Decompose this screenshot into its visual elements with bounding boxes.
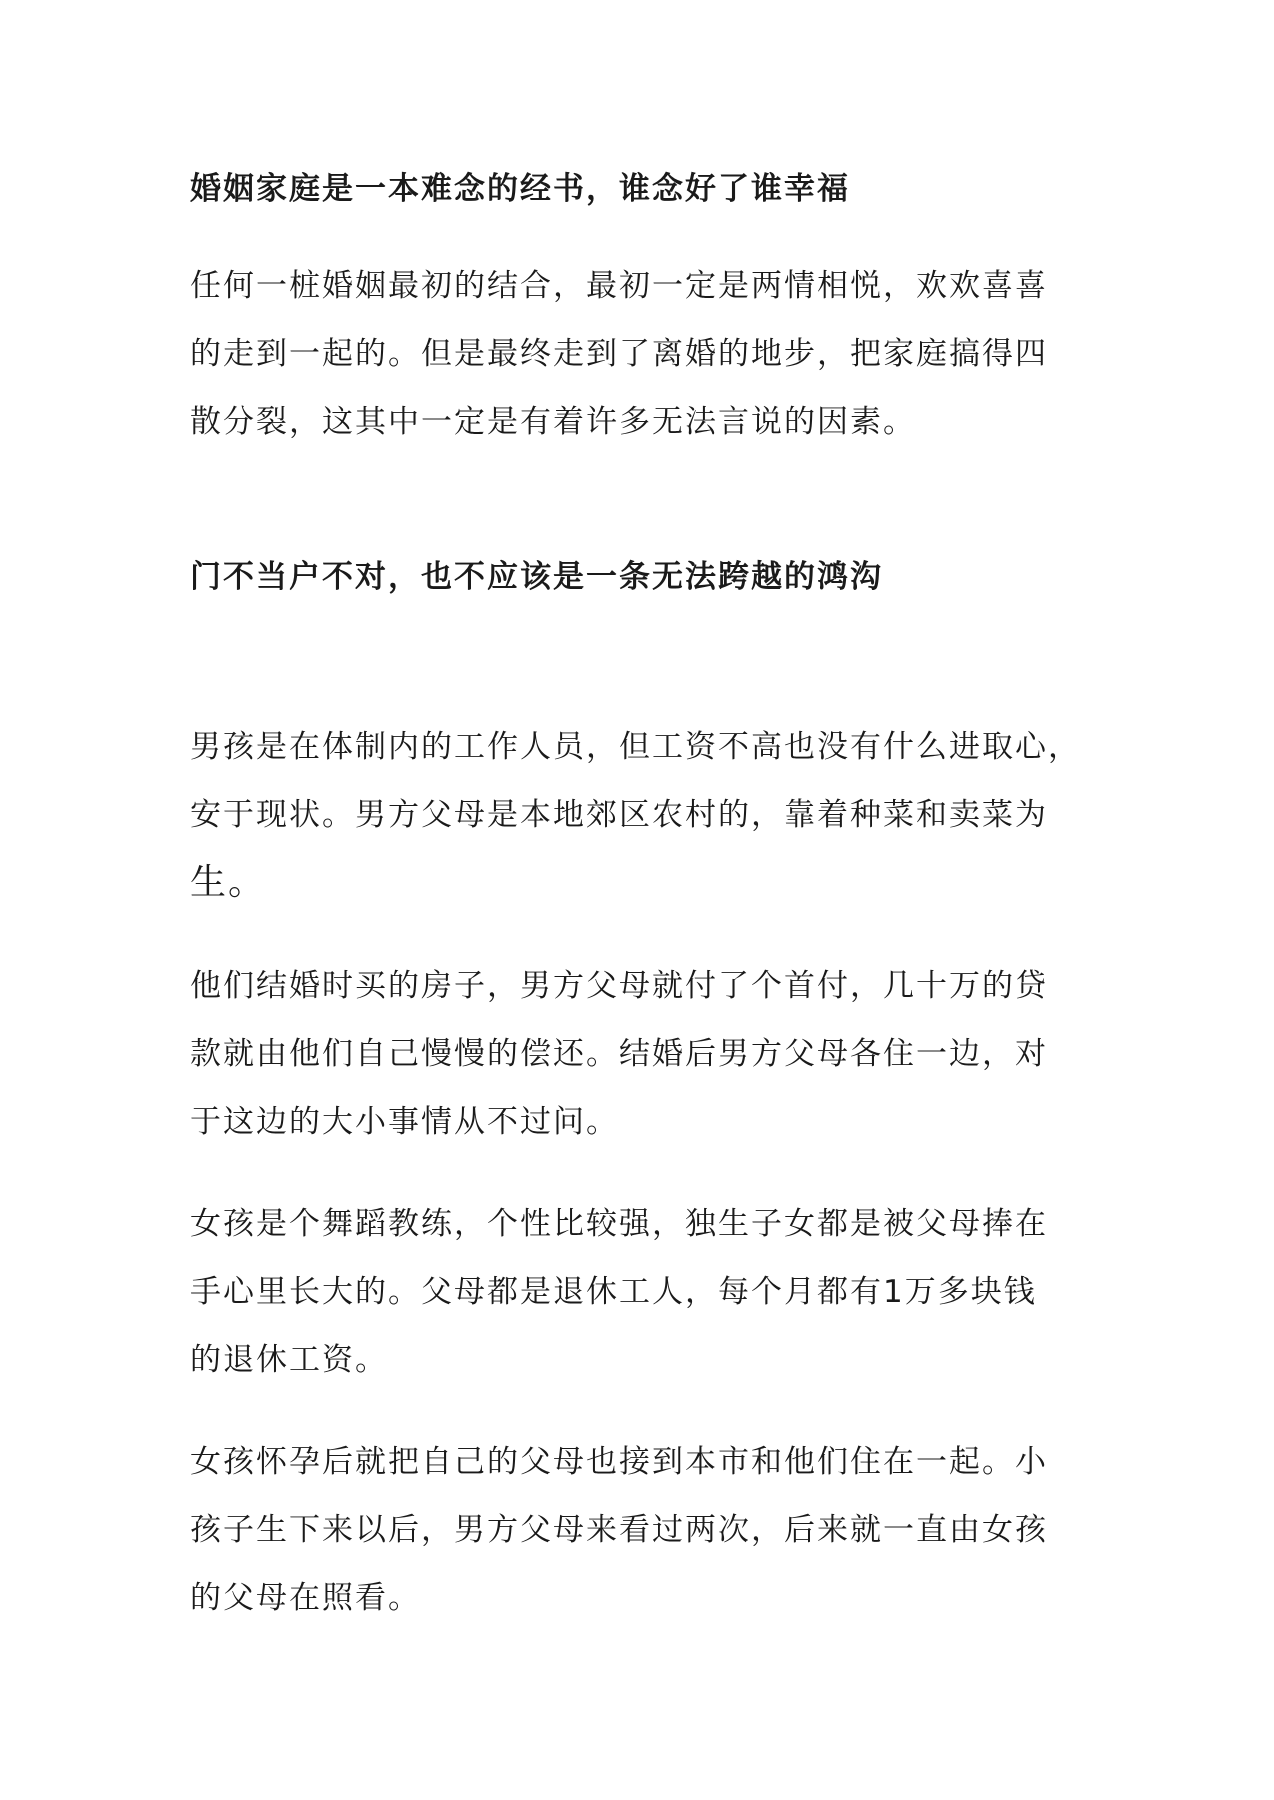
paragraph-line: 安于现状。男方父母是本地郊区农村的，靠着种菜和卖菜为 xyxy=(190,797,1048,833)
paragraph-line: 的父母在照看。 xyxy=(190,1580,421,1616)
paragraph-line: 手心里长大的。父母都是退休工人，每个月都有1万多块钱 xyxy=(190,1274,1037,1310)
paragraph-2 xyxy=(190,713,1095,917)
section-heading-2: 门不当户不对，也不应该是一条无法跨越的鸿沟 xyxy=(190,559,883,595)
paragraph-line: 女孩是个舞蹈教练，个性比较强，独生子女都是被父母捧在 xyxy=(190,1206,1048,1242)
paragraph-line: 女孩怀孕后就把自己的父母也接到本市和他们住在一起。小 xyxy=(190,1444,1048,1480)
paragraph-1 xyxy=(190,252,1095,456)
paragraph-line: 于这边的大小事情从不过问。 xyxy=(190,1104,619,1140)
paragraph-line: 他们结婚时买的房子，男方父母就付了个首付，几十万的贷 xyxy=(190,968,1048,1004)
paragraph-line: 款就由他们自己慢慢的偿还。结婚后男方父母各住一边，对 xyxy=(190,1036,1048,1072)
paragraph-line: 的退休工资。 xyxy=(190,1342,388,1378)
paragraph-line: 任何一桩婚姻最初的结合，最初一定是两情相悦，欢欢喜喜 xyxy=(190,268,1048,304)
paragraph-4 xyxy=(190,1190,1095,1394)
section-heading-1: 婚姻家庭是一本难念的经书，谁念好了谁幸福 xyxy=(190,171,850,207)
paragraph-line: 散分裂，这其中一定是有着许多无法言说的因素。 xyxy=(190,404,916,440)
paragraph-line: 男孩是在体制内的工作人员，但工资不高也没有什么进取心， xyxy=(190,729,1081,765)
paragraph-line: 的走到一起的。但是最终走到了离婚的地步，把家庭搞得四 xyxy=(190,336,1048,372)
paragraph-line: 生。 xyxy=(190,862,267,903)
paragraph-3 xyxy=(190,952,1095,1156)
paragraph-5 xyxy=(190,1428,1095,1632)
paragraph-line: 孩子生下来以后，男方父母来看过两次，后来就一直由女孩 xyxy=(190,1512,1048,1548)
